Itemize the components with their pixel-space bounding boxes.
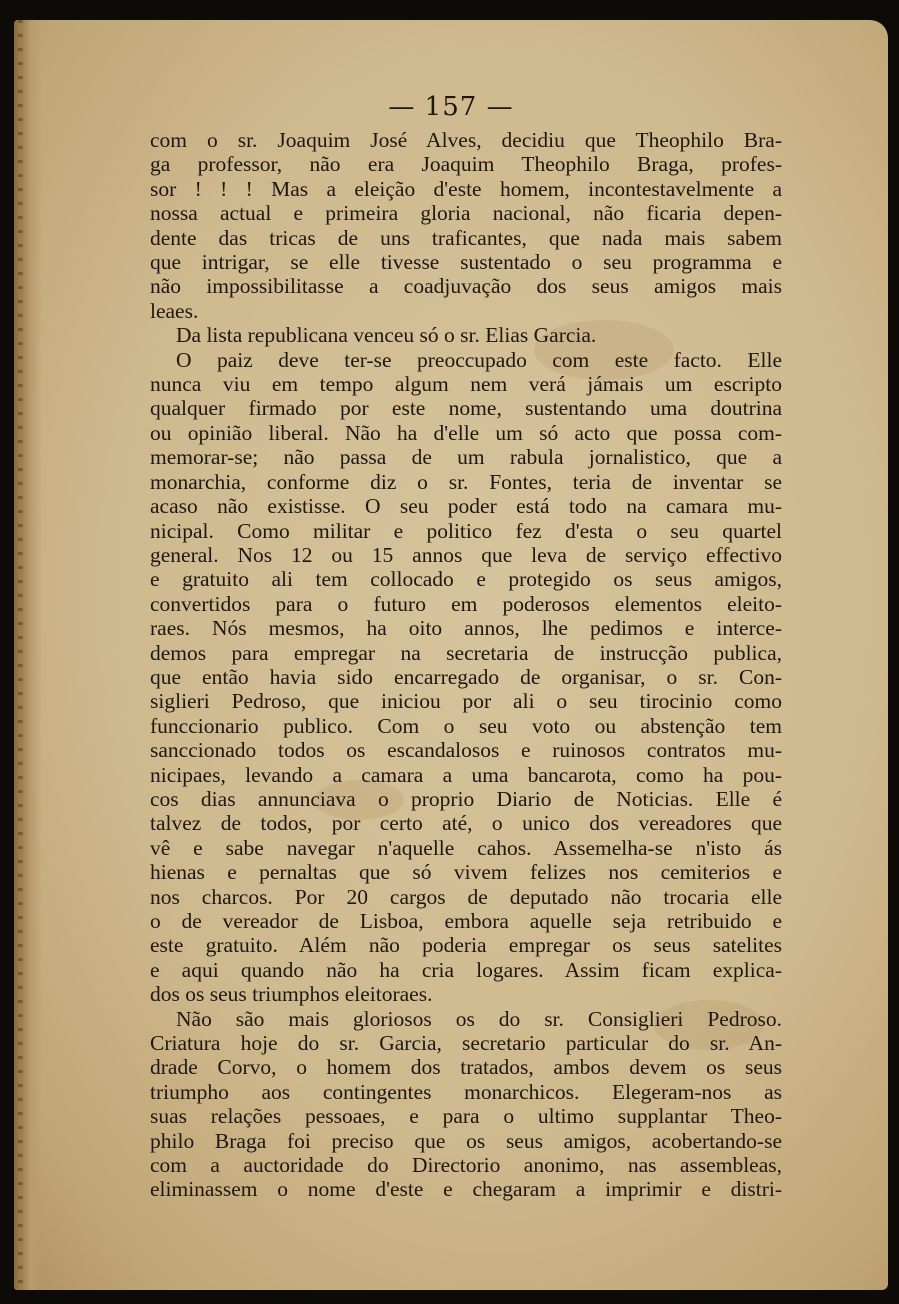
text-line: philo Braga foi preciso que os seus amigos, acobertando-se (150, 1128, 782, 1153)
text-line: e aqui quando não ha cria logares. Assim ficam explica- (150, 957, 782, 982)
text-line: drade Corvo, o homem dos tratados, ambos devem os seus (150, 1055, 782, 1080)
text-line: o de vereador de Lisboa, embora aquelle seja retribuido e (150, 909, 782, 933)
text-line: nicipaes, levando a camara a uma bancarota, como ha pou- (150, 762, 782, 787)
text-line: Da lista republicana venceu só o sr. Elias Garcia. (176, 323, 597, 348)
text-line: cos dias annunciava o proprio Diario de Noticias. Elle é (150, 786, 782, 811)
text-line: Criatura hoje do sr. Garcia, secretario particular do sr. An- (150, 1031, 782, 1056)
text-line: vê e sabe navegar n'aquelle cahos. Assemelha-se n'isto ás (150, 835, 782, 860)
text-line: nos charcos. Por 20 cargos de deputado não trocaria elle (150, 884, 782, 909)
text-line: não impossibilitasse a coadjuvação dos seus amigos mais (150, 274, 782, 299)
text-line: memorar-se; não passa de um rabula jornalistico, que a (150, 445, 782, 470)
text-line: dente das tricas de uns traficantes, que nada mais sabem (150, 225, 782, 250)
text-line: O paiz deve ter-se preoccupado com este facto. Elle (176, 347, 782, 372)
text-line: funccionario publico. Com o seu voto ou abstenção tem (150, 713, 782, 738)
text-line: general. Nos 12 ou 15 annos que leva de serviço effectivo (150, 542, 782, 567)
text-line: nunca viu em tempo algum nem verá jámais um escripto (150, 372, 782, 397)
text-line: qualquer firmado por este nome, sustentando uma doutrina (150, 396, 782, 421)
text-line: convertidos para o futuro em poderosos elementos eleito- (150, 591, 782, 616)
text-line: com a auctoridade do Directorio anonimo, nas assembleas, (150, 1153, 782, 1178)
text-line: este gratuito. Além não poderia empregar os seus satelites (150, 933, 782, 958)
text-line: nossa actual e primeira gloria nacional, não ficaria depen- (150, 201, 782, 226)
text-line: Não são mais gloriosos os do sr. Consiglieri Pedroso. (176, 1006, 782, 1031)
text-line: dos os seus triumphos eleitoraes. (150, 982, 433, 1007)
text-line: e gratuito ali tem collocado e protegido os seus amigos, (150, 567, 782, 592)
text-line: eliminassem o nome d'este e chegaram a imprimir e distri- (150, 1177, 782, 1202)
text-line: que intrigar, se elle tivesse sustentado o seu programma e (150, 250, 782, 275)
text-line: suas relações pessoaes, e para o ultimo supplantar Theo- (150, 1104, 782, 1129)
text-line: acaso não existisse. O seu poder está todo na camara mu- (150, 494, 782, 519)
text-line: sor ! ! ! Mas a eleição d'este homem, incontestavelmente a (150, 176, 782, 201)
page-number: — 157 — (388, 92, 514, 122)
text-line: raes. Nós mesmos, ha oito annos, lhe pedimos e interce- (150, 616, 782, 641)
text-line: que então havia sido encarregado de organisar, o sr. Con- (150, 664, 782, 689)
text-line: triumpho aos contingentes monarchicos. Elegeram-nos as (150, 1079, 782, 1104)
text-line: talvez de todos, por certo até, o unico dos vereadores que (150, 811, 782, 836)
text-line: nicipal. Como militar e politico fez d'esta o seu quartel (150, 518, 782, 543)
text-line: ga professor, não era Joaquim Theophilo Braga, profes- (150, 152, 782, 177)
text-line: demos para empregar na secretaria de instrucção publica, (150, 640, 782, 665)
text-line: sanccionado todos os escandalosos e ruinosos contratos mu- (150, 738, 782, 763)
text-line: hienas e pernaltas que só vivem felizes nos cemiterios e (150, 860, 782, 885)
text-line: leaes. (150, 298, 199, 323)
book-page (14, 20, 888, 1290)
text-line: com o sr. Joaquim José Alves, decidiu que Theophilo Bra- (150, 128, 782, 152)
text-line: siglieri Pedroso, que iniciou por ali o seu tirocinio como (150, 689, 782, 714)
page-text (150, 128, 782, 1202)
text-line: monarchia, conforme diz o sr. Fontes, teria de inventar se (150, 469, 782, 494)
text-line: ou opinião liberal. Não ha d'elle um só acto que possa com- (150, 420, 782, 445)
